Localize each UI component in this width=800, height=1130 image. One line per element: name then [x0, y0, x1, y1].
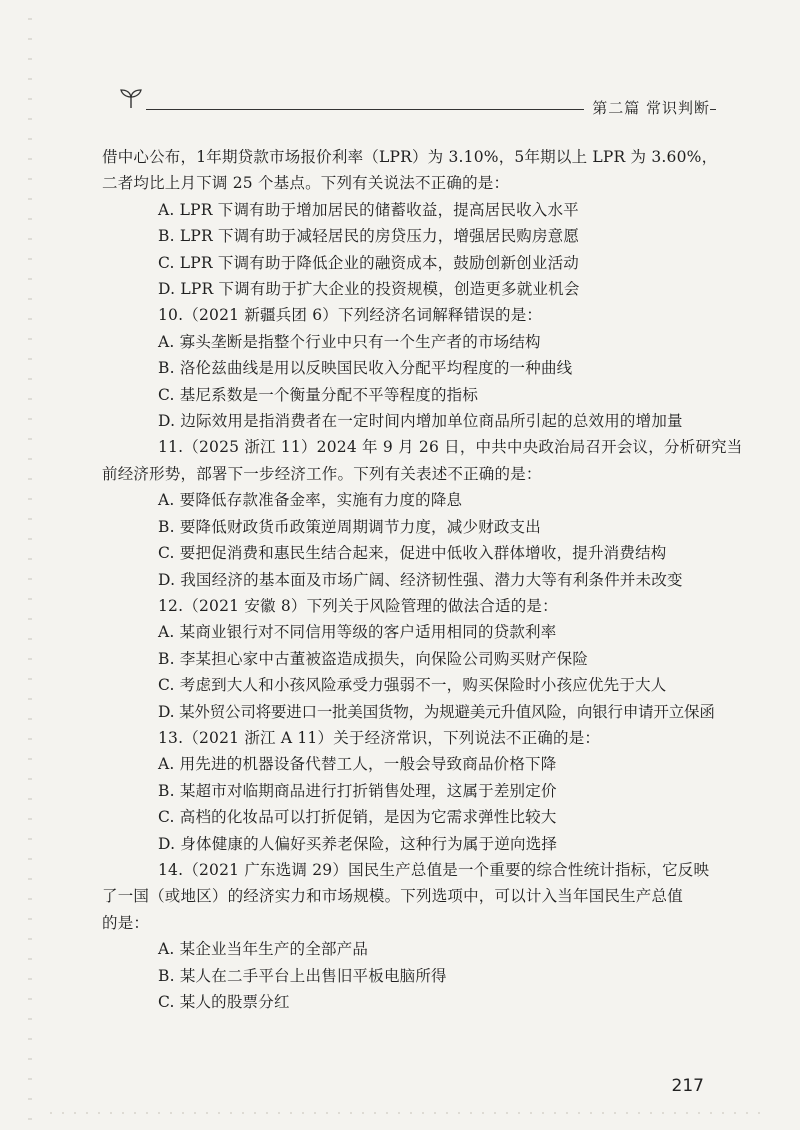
section-title: 第二篇 常识判断	[584, 97, 710, 118]
option-c: C. 高档的化妆品可以打折促销，是因为它需求弹性比较大	[158, 808, 557, 827]
option-b: B. 某人在二手平台上出售旧平板电脑所得	[158, 966, 447, 985]
scan-margin-artifact	[28, 0, 32, 1130]
scan-bottom-artifact	[40, 1112, 760, 1114]
option-d: D. 我国经济的基本面及市场广阔、经济韧性强、潜力大等有利条件并未改变	[158, 570, 683, 589]
option-b: B. LPR 下调有助于减轻居民的房贷压力，增强居民购房意愿	[158, 227, 580, 246]
option-b: B. 李某担心家中古董被盗造成损失，向保险公司购买财产保险	[158, 649, 589, 668]
option-b: B. 要降低财政货币政策逆周期调节力度，减少财政支出	[158, 517, 541, 536]
text-line: 前经济形势，部署下一步经济工作。下列有关表述不正确的是：	[102, 464, 542, 483]
question-12: 12.（2021 安徽 8）下列关于风险管理的做法合适的是：	[158, 596, 558, 615]
option-c: C. LPR 下调有助于降低企业的融资成本，鼓励创新创业活动	[158, 253, 579, 272]
leaf-icon	[118, 88, 144, 110]
option-c: C. 某人的股票分红	[158, 993, 290, 1011]
option-a: A. 用先进的机器设备代替工人，一般会导致商品价格下降	[158, 755, 557, 774]
option-a: A. LPR 下调有助于增加居民的储蓄收益，提高居民收入水平	[158, 200, 579, 219]
option-d: D. 某外贸公司将要进口一批美国货物，为规避美元升值风险，向银行申请开立保函	[158, 702, 715, 721]
option-b: B. 洛伦兹曲线是用以反映国民收入分配平均程度的一种曲线	[158, 359, 573, 378]
option-c: C. 要把促消费和惠民生结合起来，促进中低收入群体增收，提升消费结构	[158, 544, 667, 563]
option-a: A. 要降低存款准备金率，实施有力度的降息	[158, 491, 463, 510]
option-d: D. LPR 下调有助于扩大企业的投资规模，创造更多就业机会	[158, 280, 580, 299]
option-c: C. 考虑到大人和小孩风险承受力强弱不一，购买保险时小孩应优先于大人	[158, 676, 667, 695]
text-line: 二者均比上月下调 25 个基点。下列有关说法不正确的是：	[102, 174, 510, 193]
question-10: 10.（2021 新疆兵团 6）下列经济名词解释错误的是：	[158, 306, 543, 325]
option-a: A. 寡头垄断是指整个行业中只有一个生产者的市场结构	[158, 332, 541, 351]
question-13: 13.（2021 浙江 A 11）关于经济常识，下列说法不正确的是：	[158, 728, 601, 747]
option-b: B. 某超市对临期商品进行打折销售处理，这属于差别定价	[158, 781, 557, 800]
text-line: 借中心公布，1年期贷款市场报价利率（LPR）为 3.10%，5年期以上 LPR 为 3.60%，	[102, 148, 718, 166]
page-body	[102, 144, 743, 1015]
text-line: 的是：	[102, 913, 150, 932]
option-a: A. 某商业银行对不同信用等级的客户适用相同的贷款利率	[158, 623, 557, 642]
page-number: 217	[671, 1076, 704, 1096]
option-d: D. 身体健康的人偏好买养老保险，这种行为属于逆向选择	[158, 834, 558, 853]
option-a: A. 某企业当年生产的全部产品	[158, 940, 369, 959]
option-c: C. 基尼系数是一个衡量分配不平等程度的指标	[158, 385, 479, 404]
option-d: D. 边际效用是指消费者在一定时间内增加单位商品所引起的总效用的增加量	[158, 412, 683, 431]
page-header	[118, 88, 710, 120]
text-line: 了一国（或地区）的经济实力和市场规模。下列选项中，可以计入当年国民生产总值	[102, 887, 683, 906]
question-14: 14.（2021 广东选调 29）国民生产总值是一个重要的综合性统计指标，它反映	[158, 860, 710, 879]
question-11: 11.（2025 浙江 11）2024 年 9 月 26 日，中共中央政治局召开会议，分析研究当	[158, 438, 743, 457]
